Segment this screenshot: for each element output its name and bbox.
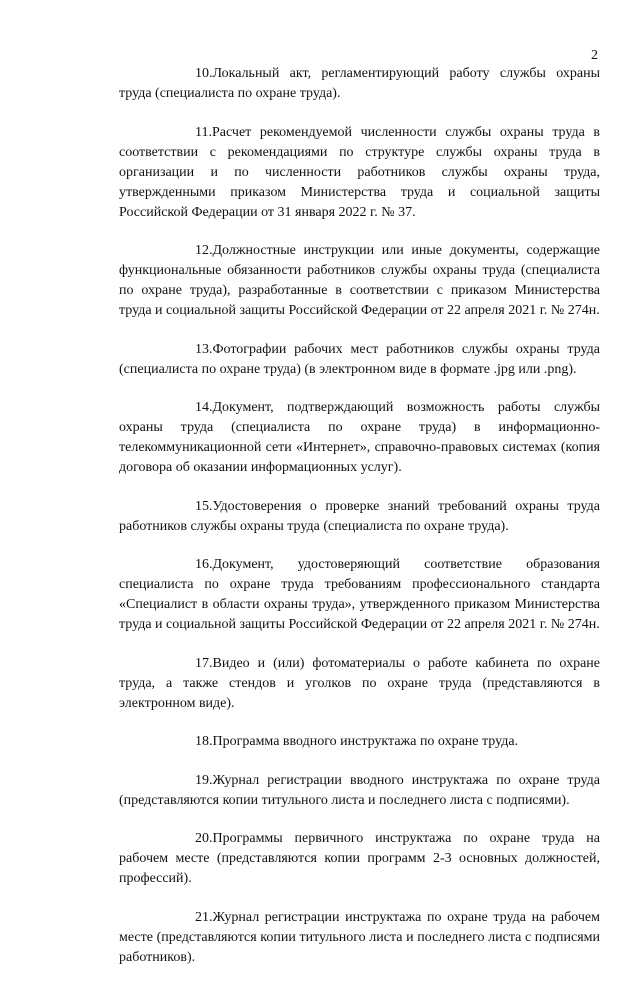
page-number: 2: [591, 48, 598, 63]
list-item: [119, 241, 600, 321]
item-number: 14.: [195, 400, 213, 415]
list-item: [119, 555, 600, 635]
item-number: 21.: [195, 909, 213, 925]
item-text: Журнал регистрации инструктажа по охране труда на рабочем месте (представляются копии титульного листа и последнего листа с подписями работников).: [119, 909, 600, 965]
item-number: 16.: [195, 557, 213, 572]
list-item: [119, 64, 600, 104]
item-text: Документ, удостоверяющий соответствие образования специалиста по охране труда требованиям профессионального стандарта «Специалист в области охраны труда», утвержденного приказом Министерства труда и социальной защиты Российской Федерации от 22 апреля 2021 г. № 274н.: [119, 557, 600, 632]
document-body: [119, 64, 600, 986]
item-text: Видео и (или) фотоматериалы о работе кабинета по охране труда, а также стендов и уголков по охране труда (представляются в электронном виде).: [119, 655, 600, 711]
item-number: 19.: [195, 772, 213, 788]
list-item: [119, 654, 600, 714]
item-text: Журнал регистрации вводного инструктажа по охране труда (представляются копии титульного листа и последнего листа с подписями).: [119, 772, 600, 808]
item-number: 12.: [195, 243, 213, 258]
item-text: Фотографии рабочих мест работников службы охраны труда (специалиста по охране труда) (в электронном виде в формате .jpg или .png).: [119, 341, 600, 377]
list-item: [119, 123, 600, 223]
list-item: [119, 497, 600, 537]
item-number: 11.: [195, 124, 212, 140]
item-number: 15.: [195, 498, 213, 514]
list-item: [119, 908, 600, 968]
list-item: [119, 732, 600, 752]
item-number: 10.: [195, 66, 213, 81]
item-text: Документ, подтверждающий возможность работы службы охраны труда (специалиста по охране труда) в информационно-телекоммуникационной сети «Интернет», справочно-правовых системах (копия договора об оказании информационных услуг).: [119, 400, 600, 475]
item-number: 17.: [195, 655, 213, 671]
item-text: Расчет рекомендуемой численности службы охраны труда в соответствии с рекомендациями по структуре службы охраны труда в организации и по численности работников службы охраны труда, утвержденными приказом Министерства труда и социальной защиты Российской Федерации от 31 января 2022 г. № 37.: [119, 124, 600, 220]
item-text: Программы первичного инструктажа по охране труда на рабочем месте (представляются копии программ 2-3 основных должностей, профессий).: [119, 831, 600, 886]
list-item: [119, 340, 600, 380]
item-text: Локальный акт, регламентирующий работу службы охраны труда (специалиста по охране труда).: [119, 66, 600, 101]
list-item: [119, 829, 600, 889]
item-text: Программа вводного инструктажа по охране труда.: [212, 734, 519, 749]
item-text: Должностные инструкции или иные документы, содержащие функциональные обязанности работников службы охраны труда (специалиста по охране труда), разработанные в соответствии с приказом Министерства труда и социальной защиты Российской Федерации от 22 апреля 2021 г. № 274н.: [119, 243, 600, 318]
item-number: 18.: [195, 734, 213, 749]
list-item: [119, 771, 600, 811]
list-item: [119, 398, 600, 478]
item-number: 20.: [195, 831, 213, 846]
item-text: Удостоверения о проверке знаний требований охраны труда работников службы охраны труда (специалиста по охране труда).: [119, 498, 600, 534]
item-number: 13.: [195, 341, 213, 357]
